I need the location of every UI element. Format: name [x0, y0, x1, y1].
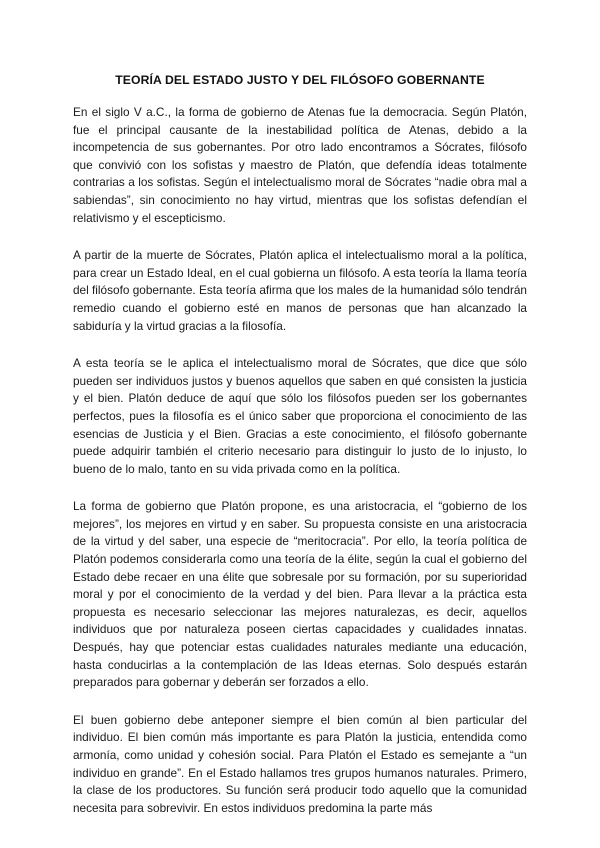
document-body	[73, 104, 527, 837]
paragraph-1: En el siglo V a.C., la forma de gobierno de Atenas fue la democracia. Según Platón, fue el principal causante de la inestabilidad política de Atenas, debido a la incompetencia de sus gobernantes. Por otro lado encontramos a Sócrates, filósofo que convivió con los sofistas y maestro de Platón, que defendía ideas totalmente contrarias a los sofistas. Según el intelectualismo moral de Sócrates “nadie obra mal a sabiendas”, sin conocimiento no hay virtud, mientras que los sofistas defendían el relativismo y el escepticismo.	[73, 105, 527, 225]
paragraph-5: El buen gobierno debe anteponer siempre el bien común al bien particular del individuo. El bien común más importante es para Platón la justicia, entendida como armonía, como unidad y cohesión social. Para Platón el Estado es semejante a “un individuo en grande”. En el Estado hallamos tres grupos humanos naturales. Primero, la clase de los productores. Su función será producir todo aquello que la comunidad necesita para sobrevivir. En estos individuos predomina la parte más	[73, 712, 527, 815]
paragraph-4: La forma de gobierno que Platón propone, es una aristocracia, el “gobierno de los mejores”, los mejores en virtud y en saber. Su propuesta consiste en una aristocracia de la virtud y del saber, una especie de “meritocracia”. Por ello, la teoría política de Platón podemos considerarla como una teoría de la élite, según la cual el gobierno del Estado debe recaer en una élite que sobresale por su formación, por su superioridad moral y por el conocimiento de la verdad y del bien. Para llevar a la práctica esta propuesta es necesario seleccionar las mejores naturalezas, es decir, aquellos individuos que por naturaleza poseen ciertas capacidades y cualidades innatas. Después, hay que potenciar estas cualidades naturales mediante una educación, hasta conducirlas a la contemplación de las Ideas eternas. Solo después estarán preparados para gobernar y deberán ser forzados a ello.	[73, 499, 527, 690]
paragraph-3: A esta teoría se le aplica el intelectualismo moral de Sócrates, que dice que sólo pueden ser individuos justos y buenos aquellos que saben en qué consisten la justicia y el bien. Platón deduce de aquí que sólo los filósofos pueden ser los gobernantes perfectos, pues la filosofía es el único saber que proporciona el conocimiento de las esencias de Justicia y el Bien. Gracias a este conocimiento, el filósofo gobernante puede adquirir también el criterio necesario para distinguir lo justo de lo injusto, lo bueno de lo malo, tanto en su vida privada como en la política.	[73, 356, 527, 476]
document-title: TEORÍA DEL ESTADO JUSTO Y DEL FILÓSOFO GOBERNANTE	[115, 73, 485, 87]
paragraph-2: A partir de la muerte de Sócrates, Platón aplica el intelectualismo moral a la política, para crear un Estado Ideal, en el cual gobierna un filósofo. A esta teoría la llama teoría del filósofo gobernante. Esta teoría afirma que los males de la humanidad sólo tendrán remedio cuando el gobierno esté en manos de personas que han alcanzado la sabiduría y la virtud gracias a la filosofía.	[73, 248, 527, 333]
